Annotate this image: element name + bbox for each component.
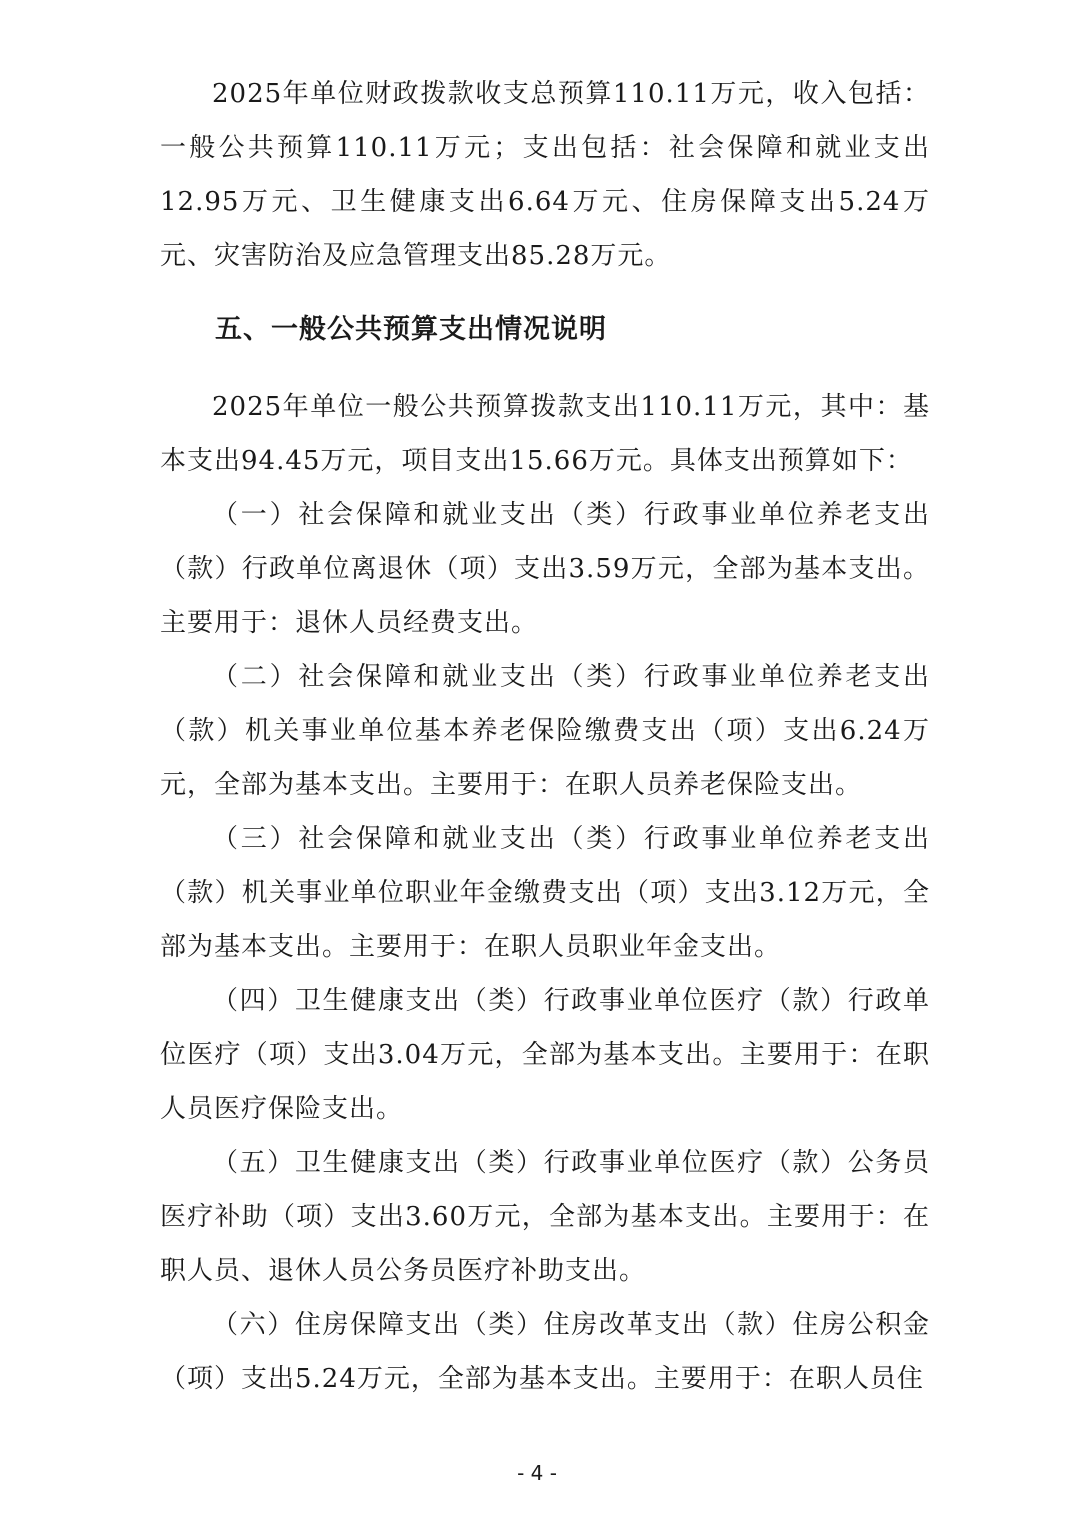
budget-summary-paragraph: 2025年单位财政拨款收支总预算110.11万元，收入包括：一般公共预算110.11万元；支出包括：社会保障和就业支出12.95万元、卫生健康支出6.64万元、住房保障支出5.24万元、灾害防治及应急管理支出85.28万元。 — [160, 79, 930, 271]
expenditure-item-6: （六）住房保障支出（类）住房改革支出（款）住房公积金（项）支出5.24万元，全部为基本支出。主要用于：在职人员住 — [160, 1310, 930, 1394]
expenditure-overview-paragraph: 2025年单位一般公共预算拨款支出110.11万元，其中：基本支出94.45万元，项目支出15.66万元。具体支出预算如下： — [160, 392, 930, 476]
expenditure-item-1: （一）社会保障和就业支出（类）行政事业单位养老支出（款）行政单位离退休（项）支出3.59万元，全部为基本支出。主要用于：退休人员经费支出。 — [160, 500, 930, 638]
expenditure-item-2: （二）社会保障和就业支出（类）行政事业单位养老支出（款）机关事业单位基本养老保险缴费支出（项）支出6.24万元，全部为基本支出。主要用于：在职人员养老保险支出。 — [160, 662, 930, 800]
expenditure-item-4: （四）卫生健康支出（类）行政事业单位医疗（款）行政单位医疗（项）支出3.04万元，全部为基本支出。主要用于：在职人员医疗保险支出。 — [160, 986, 930, 1124]
expenditure-item-3: （三）社会保障和就业支出（类）行政事业单位养老支出（款）机关事业单位职业年金缴费支出（项）支出3.12万元，全部为基本支出。主要用于：在职人员职业年金支出。 — [160, 824, 930, 962]
page-number: - 4 - — [517, 1461, 557, 1485]
section-heading: 五、一般公共预算支出情况说明 — [215, 314, 607, 345]
expenditure-item-5: （五）卫生健康支出（类）行政事业单位医疗（款）公务员医疗补助（项）支出3.60万元，全部为基本支出。主要用于：在职人员、退休人员公务员医疗补助支出。 — [160, 1148, 930, 1286]
